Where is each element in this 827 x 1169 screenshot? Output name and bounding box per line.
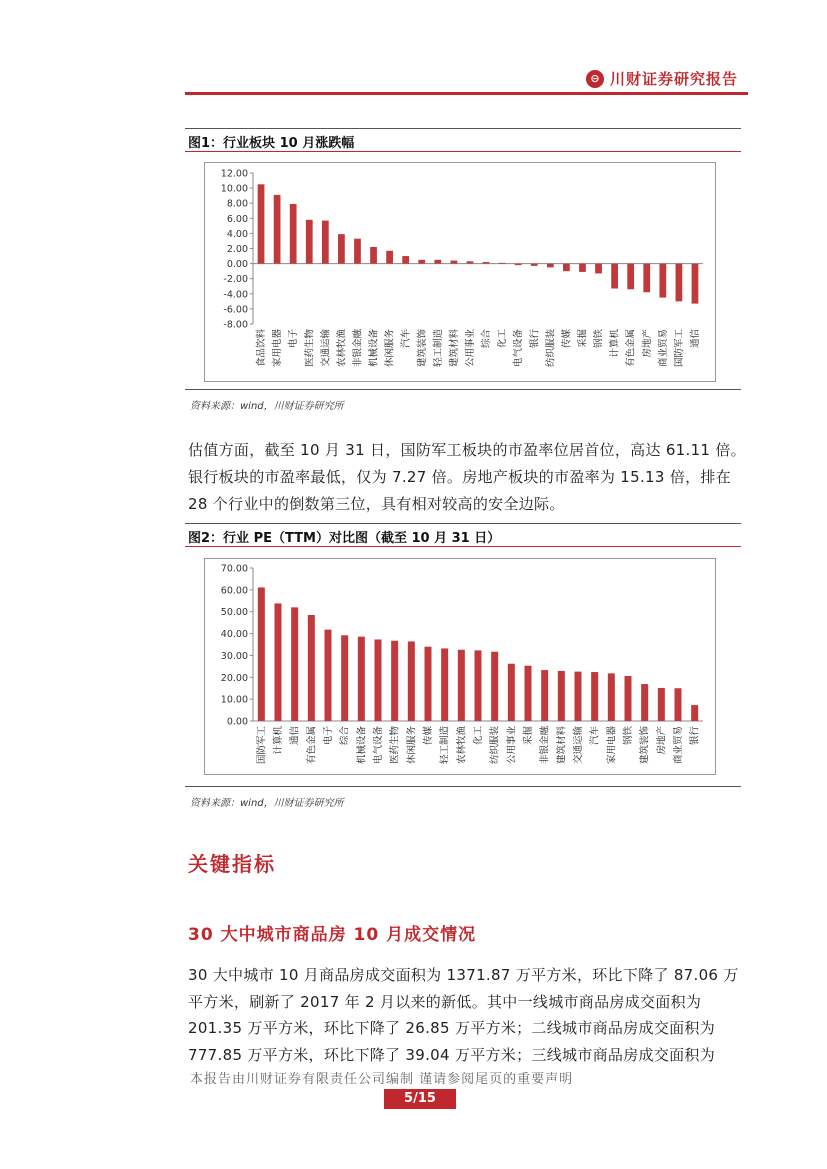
y-tick-label: 30.00 xyxy=(220,650,248,662)
x-category-label: 机械设备 xyxy=(356,726,368,765)
x-category-label: 农林牧渔 xyxy=(336,329,348,368)
figure2-chart xyxy=(204,558,716,775)
x-category-label: 汽车 xyxy=(400,329,412,349)
brand-logo-icon: ⊝ xyxy=(586,70,604,88)
figure2-bottom-rule xyxy=(185,786,741,787)
y-tick-label: 40.00 xyxy=(220,629,248,641)
x-category-label: 公用事业 xyxy=(506,726,518,765)
y-tick-label: -2.00 xyxy=(223,274,248,286)
x-category-label: 计算机 xyxy=(273,726,284,755)
bar xyxy=(627,264,634,290)
x-category-label: 汽车 xyxy=(589,726,601,746)
bar xyxy=(611,264,618,289)
x-category-label: 钢铁 xyxy=(623,726,634,746)
x-category-label: 化工 xyxy=(473,726,484,746)
y-tick-label: 20.00 xyxy=(220,672,248,684)
bar xyxy=(515,264,522,266)
x-category-label: 计算机 xyxy=(609,329,621,358)
y-tick-label: 60.00 xyxy=(220,585,248,597)
bar xyxy=(579,264,586,272)
x-category-label: 家用电器 xyxy=(272,329,284,368)
bar xyxy=(547,264,554,268)
bar xyxy=(658,688,665,721)
x-category-label: 休闲服务 xyxy=(384,329,396,368)
figure2-chart-svg xyxy=(205,559,715,774)
bar xyxy=(491,652,498,721)
bar xyxy=(402,256,409,264)
x-category-label: 房地产 xyxy=(656,726,668,755)
x-category-label: 房地产 xyxy=(641,329,653,358)
bar xyxy=(341,635,348,721)
x-category-label: 采掘 xyxy=(577,329,589,349)
page-number: 5/15 xyxy=(384,1089,456,1109)
figure1-chart xyxy=(204,162,716,382)
footer-disclaimer: 本报告由川财证券有限责任公司编制 谨请参阅尾页的重要声明 xyxy=(190,1072,574,1087)
bar xyxy=(306,220,313,264)
x-category-label: 建筑装饰 xyxy=(639,726,651,765)
x-category-label: 电子 xyxy=(323,726,334,746)
y-tick-label: -4.00 xyxy=(223,289,248,301)
y-tick-label: 10.00 xyxy=(220,183,248,195)
x-category-label: 商业贸易 xyxy=(657,329,669,368)
bar xyxy=(418,260,425,264)
y-tick-label: 10.00 xyxy=(220,694,248,706)
bar xyxy=(475,650,482,721)
x-category-label: 电气设备 xyxy=(373,726,384,765)
bar xyxy=(338,234,345,263)
figure2-title: 图2：行业 PE（TTM）对比图（截至 10 月 31 日） xyxy=(188,531,501,546)
transaction-paragraph: 30 大中城市 10 月商品房成交面积为 1371.87 万平方米，环比下降了 87.06 万平方米，刷新了 2017 年 2 月以来的新低。其中一线城市商品房成交面积为 201.35 万平方米，环比下降了 26.85 万平方米；二线城市商品房成交面积为 777.85 万平方米，环比下降了 39.04 万平方米；三线城市商品房成交面积为 xyxy=(188,966,739,1064)
x-category-label: 电气设备 xyxy=(513,329,525,368)
x-category-label: 医药生物 xyxy=(389,726,401,765)
section-title: 关键指标 xyxy=(188,852,276,876)
x-category-label: 医药生物 xyxy=(304,329,316,368)
bar xyxy=(322,221,329,264)
bar xyxy=(274,195,281,264)
bar xyxy=(531,264,538,266)
x-category-label: 纺织服装 xyxy=(545,329,557,368)
y-tick-label: 0.00 xyxy=(226,259,248,271)
subsection-title: 30 大中城市商品房 10 月成交情况 xyxy=(188,925,477,945)
bar xyxy=(434,260,441,264)
bar xyxy=(508,664,515,721)
x-category-label: 综合 xyxy=(481,329,493,349)
x-category-label: 钢铁 xyxy=(593,329,605,349)
bar xyxy=(375,639,382,721)
bar xyxy=(591,672,598,721)
x-category-label: 化工 xyxy=(497,329,509,349)
x-category-label: 国防军工 xyxy=(673,328,685,368)
x-category-label: 家用电器 xyxy=(606,726,618,765)
bar xyxy=(258,587,265,721)
bar xyxy=(425,647,432,721)
x-category-label: 传媒 xyxy=(423,726,434,746)
bar xyxy=(563,264,570,272)
bar xyxy=(558,671,565,721)
x-category-label: 有色金属 xyxy=(306,726,318,765)
figure1-chart-svg xyxy=(205,163,715,381)
bar xyxy=(641,684,648,721)
x-category-label: 通信 xyxy=(689,329,701,349)
bar xyxy=(441,648,448,721)
bar xyxy=(676,264,683,302)
bar xyxy=(692,264,699,304)
bar xyxy=(391,641,398,721)
bar xyxy=(358,637,365,721)
x-category-label: 传媒 xyxy=(561,329,573,349)
x-category-label: 采掘 xyxy=(523,726,534,746)
bar xyxy=(308,615,315,721)
y-tick-label: 70.00 xyxy=(220,563,248,575)
x-category-label: 轻工制造 xyxy=(432,329,444,368)
x-category-label: 休闲服务 xyxy=(406,726,418,765)
x-category-label: 交通运输 xyxy=(320,329,332,368)
x-category-label: 建筑装饰 xyxy=(416,329,428,368)
header-divider xyxy=(185,92,748,95)
figure2-title-rule xyxy=(185,546,741,547)
bar xyxy=(595,264,602,274)
x-category-label: 非银金融 xyxy=(539,726,551,765)
y-tick-label: 50.00 xyxy=(220,607,248,619)
figure2-top-rule xyxy=(185,523,741,524)
bar xyxy=(541,670,548,721)
x-category-label: 国防军工 xyxy=(256,726,268,765)
bar xyxy=(408,641,415,721)
y-tick-label: 6.00 xyxy=(226,213,248,225)
bar xyxy=(370,247,377,264)
bar xyxy=(451,261,458,264)
bar xyxy=(325,630,332,721)
y-tick-label: -8.00 xyxy=(223,319,248,331)
bar xyxy=(467,261,474,263)
bar xyxy=(608,673,615,721)
x-category-label: 商业贸易 xyxy=(673,726,684,765)
x-category-label: 电子 xyxy=(288,329,300,349)
bar xyxy=(575,672,582,721)
figure1-bottom-rule xyxy=(185,389,741,390)
bar xyxy=(386,251,393,264)
x-category-label: 非银金融 xyxy=(352,329,364,368)
x-category-label: 建筑材料 xyxy=(448,329,460,368)
x-category-label: 轻工制造 xyxy=(439,726,451,765)
x-category-label: 建筑材料 xyxy=(556,726,568,765)
x-category-label: 公用事业 xyxy=(464,329,476,368)
x-category-label: 纺织服装 xyxy=(489,726,501,765)
bar xyxy=(691,705,698,721)
bar xyxy=(483,262,490,264)
report-header-title: 川财证券研究报告 xyxy=(610,70,739,88)
bar xyxy=(675,688,682,721)
figure2-source: 资料来源：wind，川财证券研究所 xyxy=(190,798,344,809)
bar xyxy=(354,239,361,264)
y-tick-label: 12.00 xyxy=(220,168,248,180)
x-category-label: 机械设备 xyxy=(368,329,380,368)
bar xyxy=(275,603,282,721)
bar xyxy=(525,666,532,721)
figure1-source: 资料来源：wind，川财证券研究所 xyxy=(190,401,344,412)
bar xyxy=(291,607,298,721)
x-category-label: 交通运输 xyxy=(573,726,584,765)
y-tick-label: -6.00 xyxy=(223,304,248,316)
y-tick-label: 2.00 xyxy=(226,244,248,255)
figure1-top-rule xyxy=(185,128,741,129)
bar xyxy=(625,676,632,721)
x-category-label: 通信 xyxy=(289,726,301,746)
bar xyxy=(458,650,465,721)
x-category-label: 食品饮料 xyxy=(256,329,268,368)
valuation-paragraph: 估值方面，截至 10 月 31 日，国防军工板块的市盈率位居首位，高达 61.11 倍。银行板块的市盈率最低，仅为 7.27 倍。房地产板块的市盈率为 15.13 倍，排在 28 个行业中的倒数第三位，具有相对较高的安全边际。 xyxy=(188,441,746,513)
x-category-label: 银行 xyxy=(689,726,701,746)
bar xyxy=(643,264,650,293)
bar xyxy=(499,263,506,264)
y-tick-label: 0.00 xyxy=(226,716,248,728)
figure1-title-rule xyxy=(185,151,741,152)
x-category-label: 有色金属 xyxy=(625,329,637,368)
bar xyxy=(659,264,666,298)
x-category-label: 综合 xyxy=(339,726,351,746)
y-tick-label: 8.00 xyxy=(226,198,248,210)
figure1-title: 图1：行业板块 10 月涨跌幅 xyxy=(188,136,355,151)
x-category-label: 农林牧渔 xyxy=(456,726,468,765)
y-tick-label: 4.00 xyxy=(226,228,248,240)
bar xyxy=(258,184,265,263)
bar xyxy=(290,204,297,264)
x-category-label: 银行 xyxy=(529,329,541,349)
